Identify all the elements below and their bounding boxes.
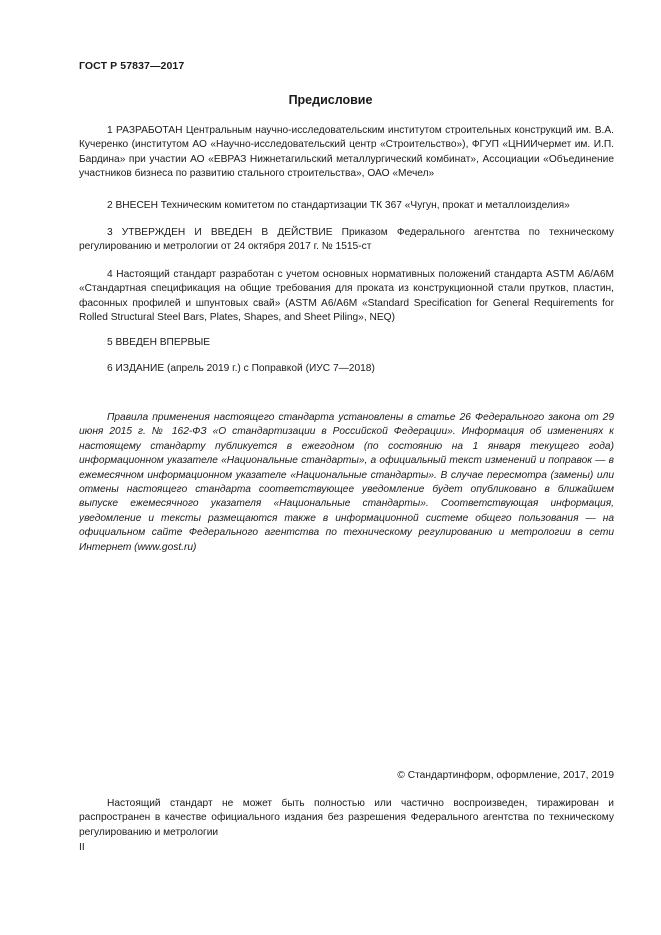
page-number: II bbox=[79, 842, 85, 853]
paragraph-first-introduced: 5 ВВЕДЕН ВПЕРВЫЕ bbox=[107, 337, 211, 348]
paragraph-edition: 6 ИЗДАНИЕ (апрель 2019 г.) с Поправкой (ИУС 7—2018) bbox=[107, 363, 375, 374]
paragraph-introduced-by: 2 ВНЕСЕН Техническим комитетом по стандартизации ТК 367 «Чугун, прокат и металлоизделия» bbox=[107, 200, 570, 211]
paragraph-developed-by: 1 РАЗРАБОТАН Центральным научно-исследовательским институтом строительных конструкций им. В.А. Кучеренко (институтом АО «Научно-исследовательский центр «Строительство»), ФГУП «ЦНИИчермет им. И.П. Бардина» при участии АО «ЕВРАЗ Нижнетагильский металлургический комбинат», Ассоциации «Объединение участников бизнеса по развитию стального строительства», ОАО «Мечел» bbox=[79, 125, 614, 180]
application-rules-note: Правила применения настоящего стандарта установлены в статье 26 Федерального закона от 29 июня 2015 г. № 162-ФЗ «О стандартизации в Российской Федерации». Информация об изменениях к настоящему стандарту публикуется в ежегодном (по состоянию на 1 января текущего года) информационном указателе «Национальные стандарты», а официальный текст изменений и поправок — в ежемесячном информационном указателе «Национальные стандарты». В случае пересмотра (замены) или отмены настоящего стандарта соответствующее уведомление будет опубликовано в ближайшем выпуске ежемесячного указателя «Национальные стандарты». Соответствующая информация, уведомление и тексты размещаются также в информационной системе общего пользования — на официальном сайте Федерального агентства по техническому регулированию и метрологии в сети Интернет (www.gost.ru) bbox=[79, 412, 614, 553]
paragraph-approved: 3 УТВЕРЖДЕН И ВВЕДЕН В ДЕЙСТВИЕ Приказом Федерального агентства по техническому регулированию и метрологии от 24 октября 2017 г. № 1515-ст bbox=[79, 227, 614, 253]
document-code: ГОСТ Р 57837—2017 bbox=[79, 60, 185, 72]
copyright-line: © Стандартинформ, оформление, 2017, 2019 bbox=[397, 770, 614, 781]
paragraph-based-on: 4 Настоящий стандарт разработан с учетом основных нормативных положений стандарта ASTM А6/А6М «Стандартная спецификация на общие требования для проката из конструкционной стали прутков, пластин, фасонных профилей и шпунтовых свай» (ASTM A6/A6M «Standard Specification for General Requirements for Rolled Structural Steel Bars, Plates, Shapes, and Sheet Piling», NEQ) bbox=[79, 269, 614, 324]
reproduction-notice: Настоящий стандарт не может быть полностью или частично воспроизведен, тиражирован и распространен в качестве официального издания без разрешения Федерального агентства по техническому регулированию и метрологии bbox=[79, 798, 614, 838]
section-title: Предисловие bbox=[288, 93, 373, 107]
